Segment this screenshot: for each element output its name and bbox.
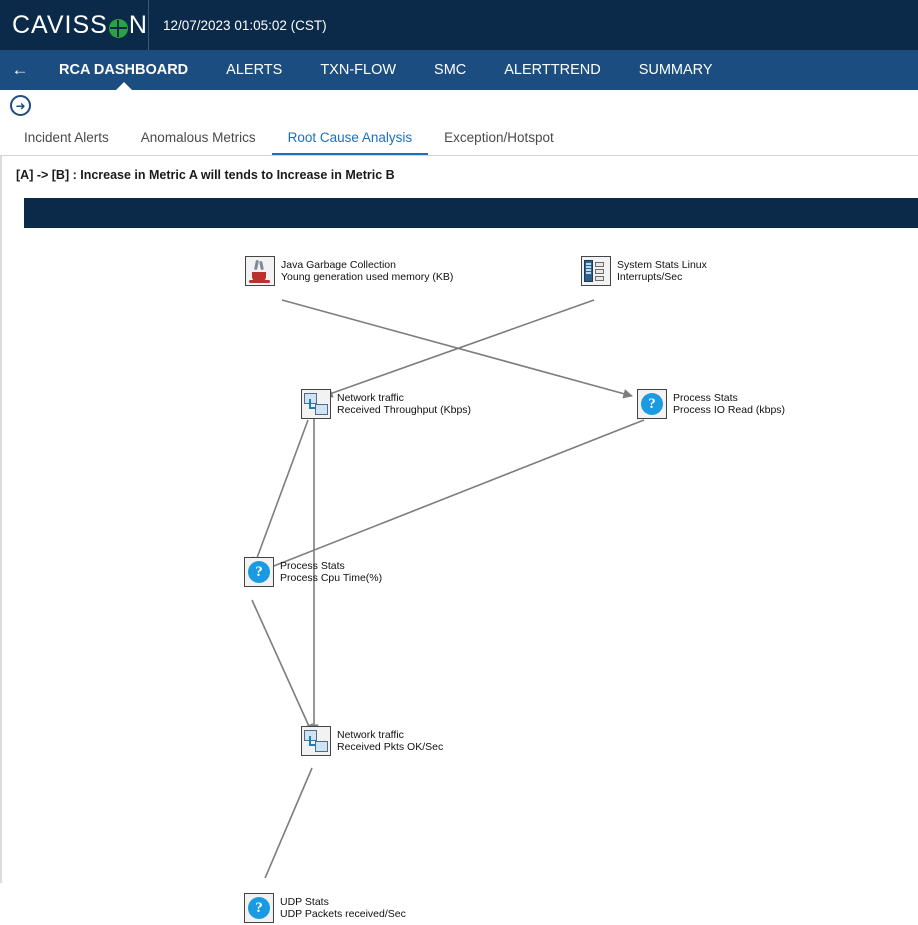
node-label-line1: System Stats Linux [617, 259, 707, 271]
node-label-line2: Process Cpu Time(%) [280, 571, 383, 584]
top-brand-bar [0, 0, 918, 50]
question-mark-icon: ? [637, 389, 667, 419]
node-label [274, 557, 382, 584]
node-label-line1: UDP Stats [280, 896, 329, 908]
node-label-line2: Process IO Read (kbps) [673, 403, 786, 416]
graph-header-bar [24, 198, 918, 228]
graph-edges [24, 228, 918, 878]
graph-node-process-cpu-time[interactable] [244, 557, 382, 587]
graph-canvas[interactable] [24, 228, 918, 920]
nav-item-rca-dashboard[interactable] [40, 50, 207, 90]
nav-item-txn-flow[interactable] [301, 50, 415, 90]
node-label-line1: Java Garbage Collection [281, 259, 396, 271]
node-label-line1: Network traffic [337, 392, 404, 404]
main-navigation [0, 50, 918, 90]
java-coffee-icon [245, 256, 275, 286]
node-label-line2: Received Throughput (Kbps) [337, 403, 472, 416]
edge-net-pkts-to-udp [254, 768, 312, 878]
sub-tab-bar [0, 122, 918, 156]
node-label-line2: Received Pkts OK/Sec [337, 740, 444, 753]
legend-text: [A] -> [B] : Increase in Metric A will tends to Increase in Metric B [16, 168, 395, 182]
graph-node-system-stats-linux[interactable] [581, 256, 707, 286]
app-logo[interactable] [0, 0, 148, 50]
tab-anomalous-metrics[interactable] [125, 122, 272, 155]
nav-label: SMC [434, 62, 467, 78]
graph-node-process-io-read[interactable] [637, 389, 785, 419]
logo-text-right: N [128, 10, 148, 39]
arrow-right-circle-icon[interactable]: ➜ [10, 95, 31, 116]
network-traffic-icon [301, 726, 331, 756]
node-label [274, 893, 406, 920]
node-label-line1: Process Stats [280, 560, 345, 572]
tab-exception-hotspot[interactable] [428, 122, 570, 155]
edge-net-throughput-to-cpu-time [254, 420, 308, 566]
arrow-left-icon[interactable]: ← [11, 60, 29, 79]
node-label-line1: Network traffic [337, 729, 404, 741]
nav-label: ALERTS [226, 62, 283, 78]
rca-graph-panel [24, 198, 918, 920]
network-traffic-icon [301, 389, 331, 419]
nav-label: TXN-FLOW [320, 62, 397, 78]
logo-text-left: CAVISS [12, 10, 108, 39]
tab-label: Incident Alerts [24, 130, 109, 145]
node-label-line2: UDP Packets received/Sec [280, 907, 406, 920]
question-mark-icon: ? [244, 893, 274, 923]
nav-label: ALERTTREND [504, 62, 601, 78]
node-label-line2: Young generation used memory (KB) [281, 270, 454, 283]
toolbar [0, 90, 918, 122]
nav-item-alerts[interactable] [207, 50, 301, 90]
graph-node-network-received-pkts[interactable] [301, 726, 443, 756]
tab-incident-alerts[interactable] [8, 122, 125, 155]
nav-label: SUMMARY [638, 62, 713, 78]
nav-item-alerttrend[interactable] [485, 50, 619, 90]
node-label-line2: Interrupts/Sec [617, 270, 683, 283]
timestamp-label: 12/07/2023 01:05:02 (CST) [163, 17, 327, 33]
tab-label: Root Cause Analysis [287, 130, 413, 145]
graph-node-java-garbage-collection[interactable] [245, 256, 453, 286]
graph-node-udp-stats[interactable] [244, 893, 406, 923]
globe-icon [109, 19, 128, 38]
content-area [0, 156, 918, 920]
graph-node-network-received-throughput[interactable] [301, 389, 471, 419]
question-mark-icon: ? [244, 557, 274, 587]
node-label [611, 256, 707, 283]
node-label [331, 726, 443, 753]
tab-label: Anomalous Metrics [140, 130, 256, 145]
tab-label: Exception/Hotspot [444, 130, 554, 145]
tab-root-cause-analysis[interactable] [272, 122, 429, 155]
edge-cpu-time-to-net-pkts [252, 600, 312, 733]
node-label [667, 389, 785, 416]
nav-label: RCA DASHBOARD [59, 62, 189, 78]
system-stats-icon [581, 256, 611, 286]
node-label [275, 256, 453, 283]
nav-item-smc[interactable] [415, 50, 485, 90]
edge-sys-to-net-throughput [324, 300, 594, 396]
nav-item-summary[interactable] [620, 50, 732, 90]
node-label [331, 389, 471, 416]
node-label-line1: Process Stats [673, 392, 738, 404]
